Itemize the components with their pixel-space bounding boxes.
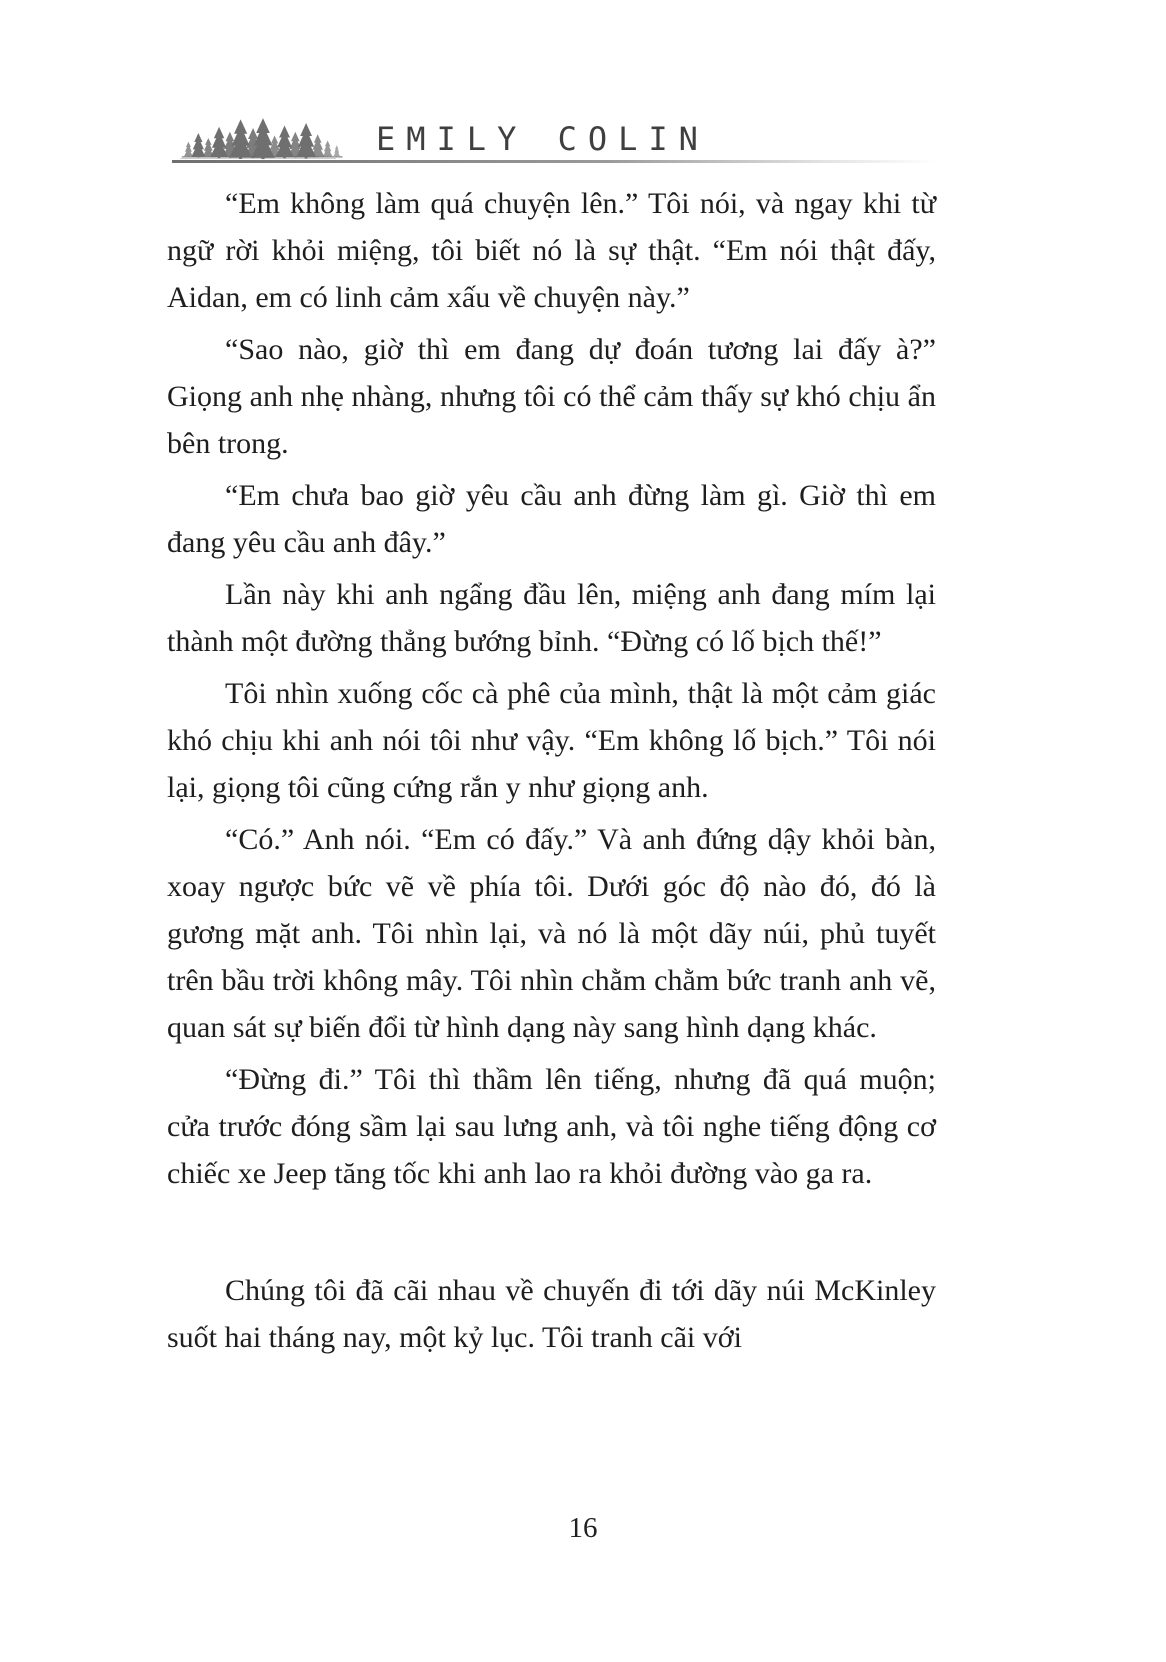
paragraph: “Có.” Anh nói. “Em có đấy.” Và anh đứng dậy khỏi bàn, xoay ngược bức vẽ về phía tôi. Dưới góc độ nào đó, đó là gương mặt anh. Tôi nhìn lại, và nó là một dãy núi, phủ tuyết trên bầu trời không mây. Tôi nhìn chằm chằm bức tranh anh vẽ, quan sát sự biến đổi từ hình dạng này sang hình dạng khác. (167, 823, 936, 1044)
page-header (172, 104, 962, 162)
paragraph-section-start: Chúng tôi đã cãi nhau về chuyến đi tới dãy núi McKinley suốt hai tháng nay, một kỷ lục. Tôi tranh cãi với (167, 1274, 936, 1354)
body-text (167, 180, 936, 1366)
paragraph: “Sao nào, giờ thì em đang dự đoán tương lai đấy à?” Giọng anh nhẹ nhàng, nhưng tôi có thể cảm thấy sự khó chịu ẩn bên trong. (167, 333, 936, 460)
header-rule (172, 160, 962, 163)
paragraph: Lần này khi anh ngẩng đầu lên, miệng anh đang mím lại thành một đường thẳng bướng bỉnh. “Đừng có lố bịch thế!” (167, 578, 936, 658)
paragraph: “Em không làm quá chuyện lên.” Tôi nói, và ngay khi từ ngữ rời khỏi miệng, tôi biết nó là sự thật. “Em nói thật đấy, Aidan, em có linh cảm xấu về chuyện này.” (167, 187, 936, 314)
paragraph: “Đừng đi.” Tôi thì thầm lên tiếng, nhưng đã quá muộn; cửa trước đóng sầm lại sau lưng anh, và tôi nghe tiếng động cơ chiếc xe Jeep tăng tốc khi anh lao ra khỏi đường vào ga ra. (167, 1063, 936, 1190)
forest-silhouette-icon (172, 104, 354, 162)
paragraph: Tôi nhìn xuống cốc cà phê của mình, thật là một cảm giác khó chịu khi anh nói tôi như vậy. “Em không lố bịch.” Tôi nói lại, giọng tôi cũng cứng rắn y như giọng anh. (167, 677, 936, 804)
paragraph: “Em chưa bao giờ yêu cầu anh đừng làm gì. Giờ thì em đang yêu cầu anh đây.” (167, 479, 936, 559)
running-header-author: EMILY COLIN (376, 120, 709, 158)
page-number: 16 (568, 1512, 598, 1544)
